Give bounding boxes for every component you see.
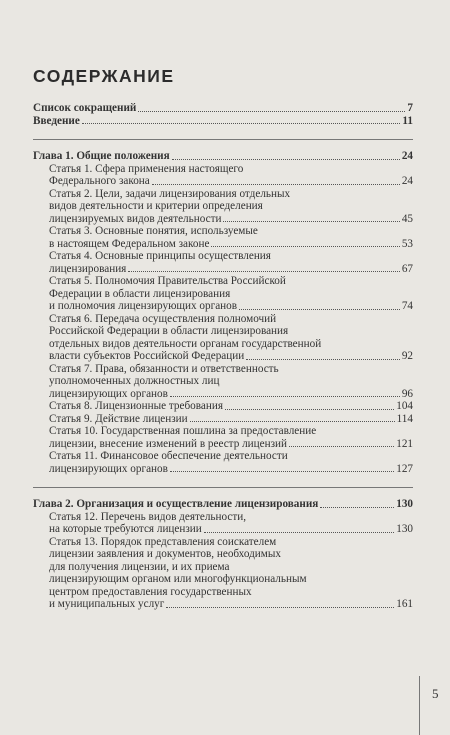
entry-page: 11 <box>402 114 413 127</box>
entry-page: 114 <box>396 412 413 425</box>
entry-text: Глава 1. Общие положения <box>33 150 170 162</box>
toc-article <box>33 163 413 188</box>
entry-page: 24 <box>401 150 413 162</box>
entry-text: Статья 13. Порядок представления соискателем <box>49 535 277 548</box>
entry-text: Статья 5. Полномочия Правительства Российской <box>49 275 286 287</box>
entry-text: Федерального закона <box>49 175 150 187</box>
entry-text: Статья 6. Передача осуществления полномочий <box>49 312 277 325</box>
entry-text: лицензируемых видов деятельности <box>49 212 222 225</box>
entry-text: лицензирующих органов <box>49 387 168 400</box>
toc-article-last-line <box>33 175 413 188</box>
entry-text: лицензии, внесение изменений в реестр лицензий <box>49 437 287 450</box>
entry-page: 96 <box>401 387 413 400</box>
toc-article <box>33 400 413 413</box>
entry-page: 121 <box>396 437 413 450</box>
leader-dots <box>138 111 405 112</box>
entry-text: в настоящем Федеральном законе <box>49 237 210 250</box>
toc-article <box>33 188 413 226</box>
entry-text: лицензии заявления и документов, необходимых <box>49 548 281 560</box>
entry-page: 130 <box>396 498 413 510</box>
entry-text: отдельных видов деятельности органам государственной <box>49 337 322 350</box>
leader-dots <box>211 246 399 247</box>
entry-page: 45 <box>401 212 413 225</box>
page-number: 5 <box>432 686 439 701</box>
leader-dots <box>190 421 395 422</box>
entry-page: 7 <box>407 102 413 114</box>
entry-page: 67 <box>401 262 413 275</box>
entry-page: 127 <box>396 462 413 475</box>
leader-dots <box>170 471 394 472</box>
leader-dots <box>166 607 394 608</box>
entry-page: 161 <box>396 598 413 610</box>
entry-text: Статья 12. Перечень видов деятельности, <box>49 510 247 523</box>
toc-front-entry <box>33 102 413 115</box>
entry-page: 74 <box>401 300 413 312</box>
entry-text: для получения лицензии, и их приема <box>49 560 230 573</box>
leader-dots <box>128 271 399 272</box>
toc-article-last-line <box>33 263 413 276</box>
entry-text: лицензирующих органов <box>49 462 168 475</box>
entry-text: Статья 4. Основные принципы осуществления <box>49 250 271 262</box>
entry-text: Статья 2. Цели, задачи лицензирования отдельных <box>49 187 291 200</box>
entry-text: уполномоченных должностных лиц <box>49 375 220 387</box>
toc-article <box>33 313 413 363</box>
toc-article <box>33 413 413 426</box>
chapter-heading <box>33 498 413 511</box>
entry-text: Статья 10. Государственная пошлина за предоставление <box>49 425 317 437</box>
toc-article-last-line <box>33 598 413 611</box>
leader-dots <box>82 123 401 124</box>
entry-text: власти субъектов Российской Федерации <box>49 350 245 362</box>
entry-page: 92 <box>401 350 413 362</box>
section-divider <box>33 139 413 140</box>
entry-text: центром предоставления государственных <box>49 585 252 598</box>
toc-article <box>33 250 413 275</box>
toc-article-last-line <box>33 300 413 313</box>
section-divider <box>33 487 413 488</box>
toc-article-last-line <box>33 400 413 413</box>
toc-article-last-line <box>33 238 413 251</box>
toc-article-last-line <box>33 213 413 226</box>
entry-text: на которые требуются лицензии <box>49 523 202 535</box>
page-title: СОДЕРЖАНИЕ <box>33 66 175 86</box>
entry-text: Статья 7. Права, обязанности и ответственность <box>49 362 279 375</box>
toc-article-last-line <box>33 463 413 476</box>
entry-text: Статья 11. Финансовое обеспечение деятельности <box>49 450 288 462</box>
toc-article <box>33 275 413 313</box>
leader-dots <box>225 409 394 410</box>
toc-article-last-line <box>33 413 413 426</box>
entry-text: Статья 8. Лицензионные требования <box>49 400 223 412</box>
toc-article <box>33 225 413 250</box>
entry-text: и полномочия лицензирующих органов <box>49 300 238 312</box>
toc-article-last-line <box>33 523 413 536</box>
entry-text: лицензирования <box>49 262 127 275</box>
toc-front-entry <box>33 115 413 128</box>
page-edge-rule <box>419 676 420 735</box>
entry-page: 130 <box>396 523 413 535</box>
leader-dots <box>204 532 394 533</box>
toc-article-last-line <box>33 350 413 363</box>
leader-dots <box>320 507 394 508</box>
entry-text: видов деятельности и критерии определения <box>49 200 263 212</box>
leader-dots <box>239 309 400 310</box>
entry-text: Статья 3. Основные понятия, используемые <box>49 225 258 237</box>
entry-text: и муниципальных услуг <box>49 598 165 610</box>
entry-text: Список сокращений <box>33 102 137 114</box>
leader-dots <box>246 359 400 360</box>
toc-article <box>33 450 413 475</box>
entry-text: лицензирующим органом или многофункциональным <box>49 573 307 585</box>
leader-dots <box>172 159 400 160</box>
toc-article-last-line <box>33 388 413 401</box>
leader-dots <box>223 221 399 222</box>
toc-article <box>33 363 413 401</box>
entry-text: Российской Федерации в области лицензирования <box>49 325 289 337</box>
toc-article-last-line <box>33 438 413 451</box>
toc-article <box>33 511 413 536</box>
toc-article <box>33 425 413 450</box>
toc-article <box>33 536 413 611</box>
entry-text: Введение <box>33 114 80 127</box>
leader-dots <box>152 184 400 185</box>
entry-text: Статья 1. Сфера применения настоящего <box>49 162 244 175</box>
entry-text: Глава 2. Организация и осуществление лицензирования <box>33 498 319 510</box>
leader-dots <box>170 396 400 397</box>
entry-page: 104 <box>396 400 413 412</box>
entry-text: Федерации в области лицензирования <box>49 287 231 300</box>
entry-page: 53 <box>401 237 413 250</box>
leader-dots <box>289 446 394 447</box>
chapter-heading <box>33 150 413 163</box>
entry-text: Статья 9. Действие лицензии <box>49 412 188 425</box>
entry-page: 24 <box>401 175 413 187</box>
table-of-contents <box>33 102 413 611</box>
